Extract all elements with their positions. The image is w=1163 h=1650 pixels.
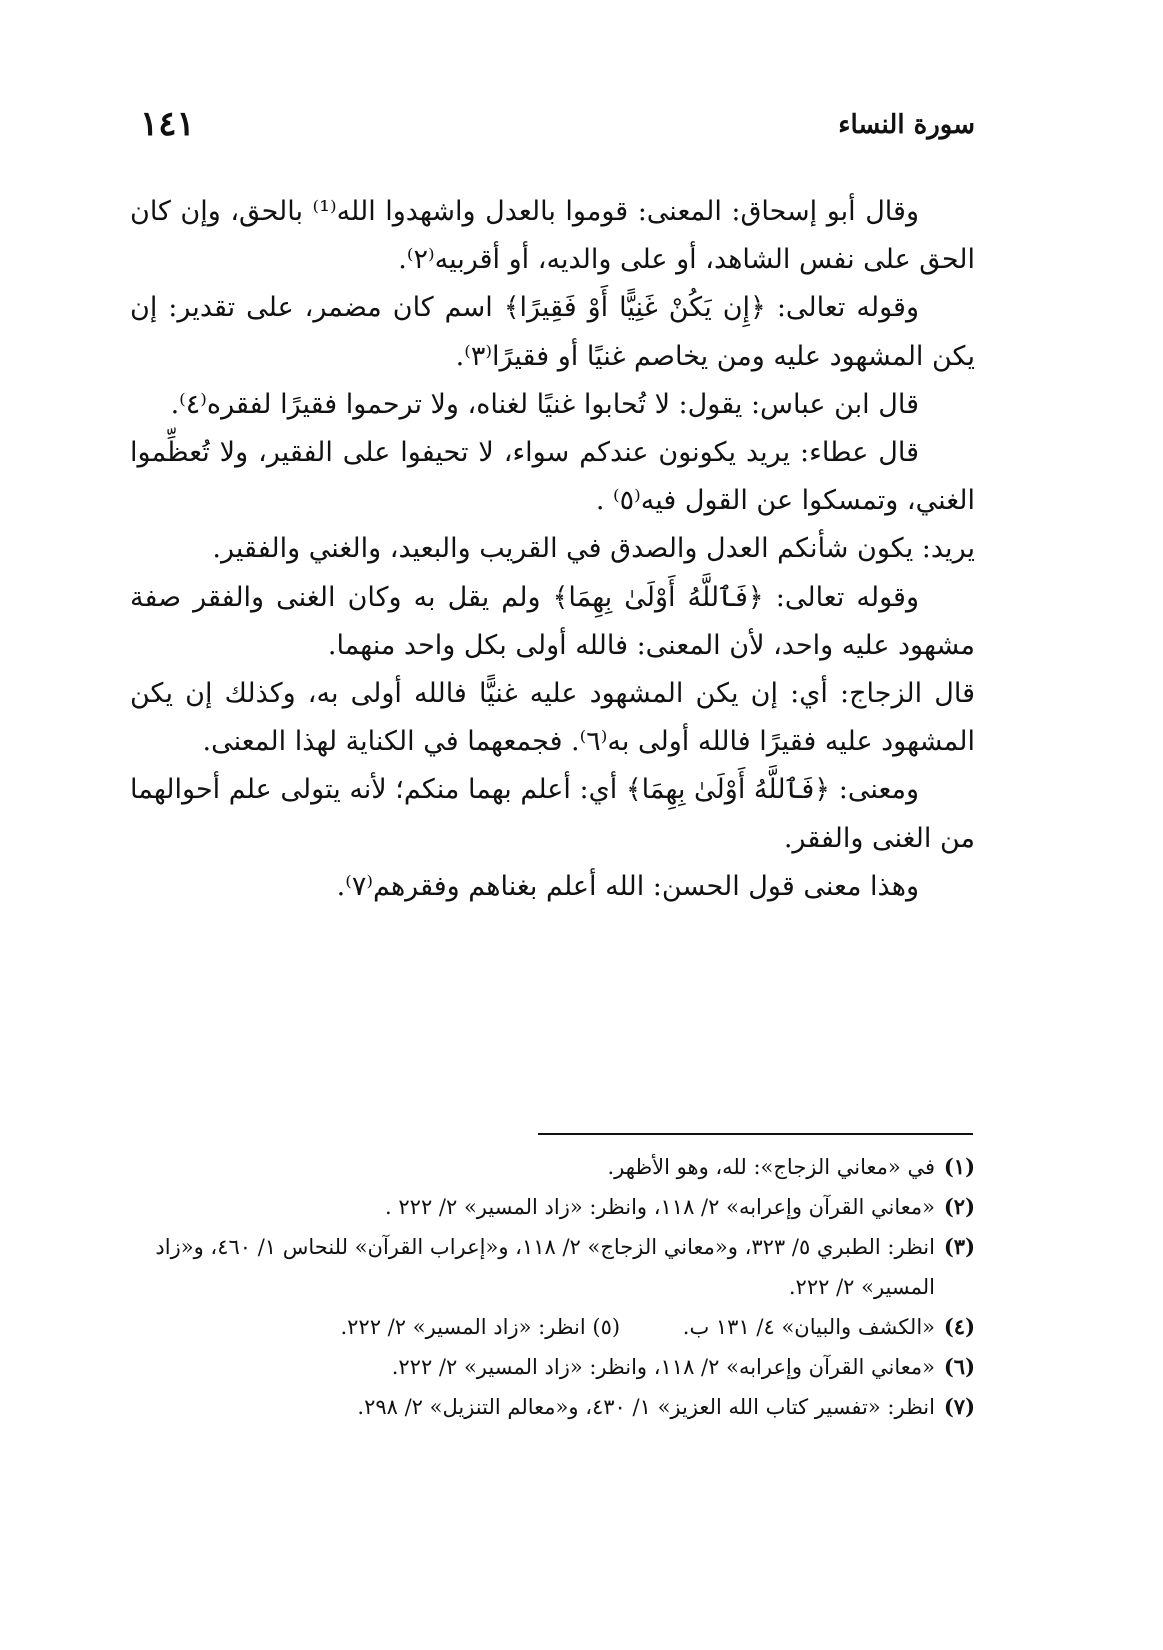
- footnote-separator: [538, 1133, 973, 1135]
- footnote: [130, 1387, 975, 1427]
- footnote-number: (٢): [943, 1194, 975, 1219]
- page-header: [130, 104, 975, 152]
- main-text: [130, 188, 975, 911]
- footnote-text: انظر: «زاد المسير» ٢/ ٢٢٢.: [340, 1315, 586, 1339]
- footnotes: [130, 1147, 975, 1427]
- footnote-text: «معاني القرآن وإعرابه» ٢/ ١١٨، وانظر: «زاد المسير» ٢/ ٢٢٢ .: [385, 1195, 935, 1219]
- footnote-text: انظر: الطبري ٥/ ٣٢٣، و«معاني الزجاج» ٢/ ١١٨، و«إعراب القرآن» للنحاس ١/ ٤٦٠، و«زاد المسير» ٢/ ٢٢٢.: [155, 1235, 935, 1299]
- footnote-number: (٥): [592, 1315, 621, 1339]
- footnote-text: انظر: «تفسير كتاب الله العزيز» ١/ ٤٣٠، و«معالم التنزيل» ٢/ ٢٩٨.: [357, 1395, 935, 1419]
- surah-title: سورة النساء: [838, 110, 975, 140]
- footnote-text: في «معاني الزجاج»: لله، وهو الأظهر.: [607, 1155, 935, 1179]
- paragraph-yurid: يريد: يكون شأنكم العدل والصدق في القريب والبعيد، والغني والفقير.: [212, 533, 975, 565]
- footnote-number: (٦): [943, 1354, 975, 1379]
- footnote-number: (١): [943, 1154, 975, 1179]
- paragraph-zajjaj: قال الزجاج: أي: إن يكن المشهود عليه غنيًّا فالله أولى به، وكذلك إن يكن المشهود عليه فقيرًا فالله أولى به⁽٦⁾. فجمعهما في الكناية لهذا المعنى.: [130, 678, 975, 758]
- paragraph-hasan: وهذا معنى قول الحسن: الله أعلم بغناهم وفقرهم⁽٧⁾.: [336, 870, 919, 902]
- footnote-pair: [130, 1307, 975, 1347]
- footnote: [130, 1147, 975, 1187]
- footnote-number: (٣): [943, 1234, 975, 1259]
- paragraph-abu-ishaq: وقال أبو إسحاق: المعنى: قوموا بالعدل واشهدوا الله⁽¹⁾ بالحق، وإن كان الحق على نفس الشاهد، أو على والديه، أو أقربيه⁽٢⁾.: [130, 196, 975, 276]
- footnote: [130, 1187, 975, 1227]
- paragraph-fallahu-awla: وقوله تعالى: ﴿فَٱللَّهُ أَوْلَىٰ بِهِمَا﴾ ولم يقل به وكان الغنى والفقر صفة مشهود عليه واحد، لأن المعنى: فالله أولى بكل واحد منهما.: [130, 581, 975, 661]
- page-number: ١٤١: [140, 104, 195, 144]
- footnote-number: (٤): [943, 1314, 975, 1339]
- paragraph-ibn-abbas: قال ابن عباس: يقول: لا تُحابوا غنيًا لغناه، ولا ترحموا فقيرًا لفقره⁽٤⁾.: [170, 388, 919, 420]
- paragraph-in-yakun: وقوله تعالى: ﴿إِن يَكُنْ غَنِيًّا أَوْ فَقِيرًا﴾ اسم كان مضمر، على تقدير: إن يكن المشهود عليه ومن يخاصم غنيًا أو فقيرًا⁽٣⁾.: [130, 292, 975, 372]
- paragraph-maana: ومعنى: ﴿فَٱللَّهُ أَوْلَىٰ بِهِمَا﴾ أي: أعلم بهما منكم؛ لأنه يتولى علم أحوالهما من الغنى والفقر.: [130, 774, 975, 854]
- footnote: [130, 1227, 975, 1307]
- footnote: [130, 1347, 975, 1387]
- footnote-second: [340, 1315, 620, 1339]
- paragraph-ata: قال عطاء: يريد يكونون عندكم سواء، لا تحيفوا على الفقير، ولا تُعظِّموا الغني، وتمسكوا عن القول فيه⁽٥⁾ .: [130, 437, 975, 517]
- footnote-text: «معاني القرآن وإعرابه» ٢/ ١١٨، وانظر: «زاد المسير» ٢/ ٢٢٢.: [391, 1355, 935, 1379]
- footnote-text: «الكشف والبيان» ٤/ ١٣١ ب.: [682, 1315, 935, 1339]
- footnote-number: (٧): [943, 1394, 975, 1419]
